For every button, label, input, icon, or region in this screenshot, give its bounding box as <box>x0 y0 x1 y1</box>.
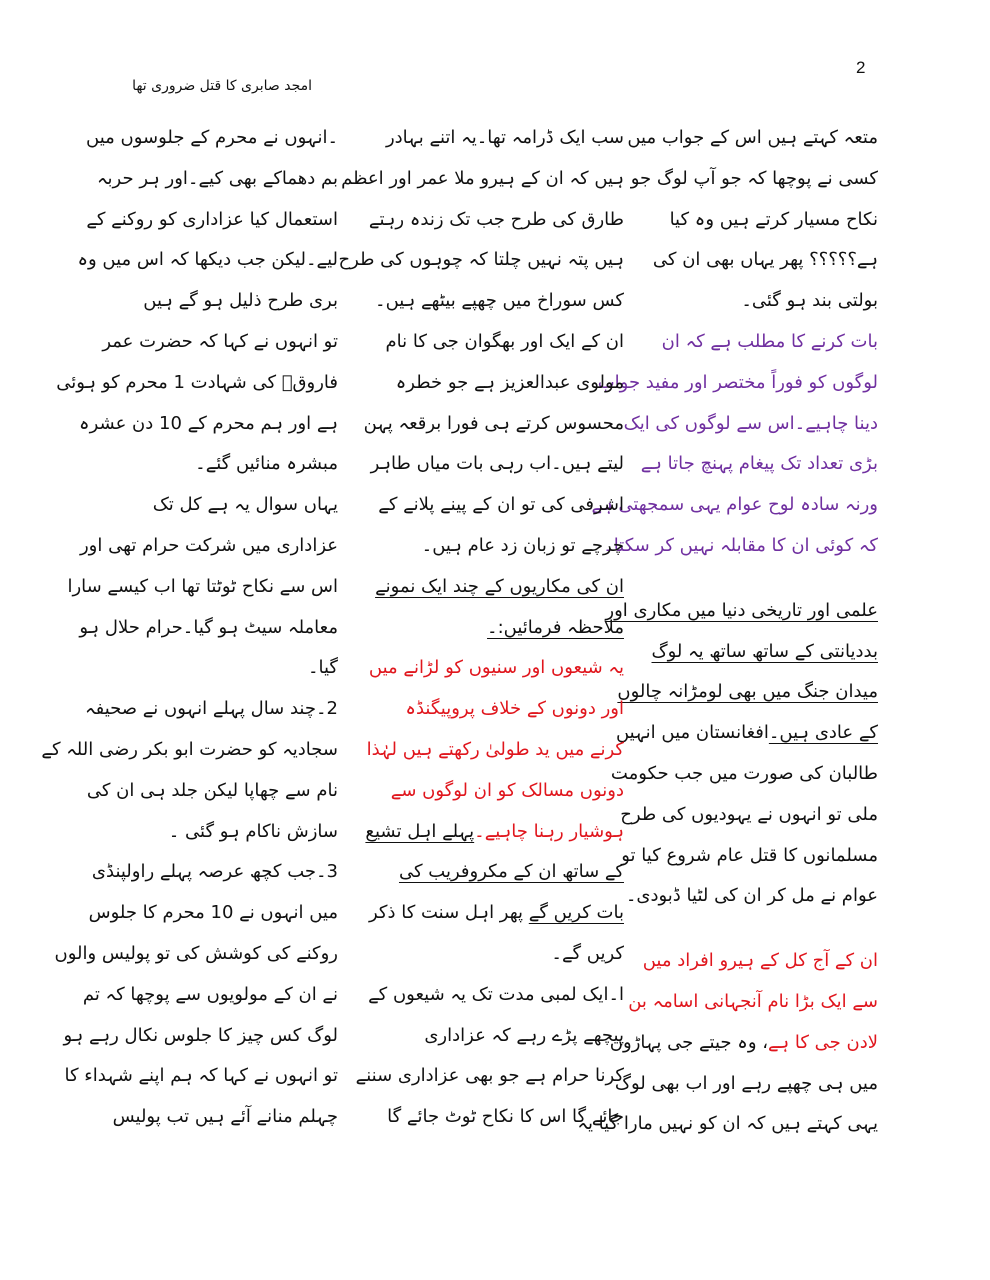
text-line: پیچھے پڑے رہے کہ عزاداری <box>424 1024 624 1046</box>
text-line: محسوس کرتے ہی فورا برقعہ پہن <box>363 412 624 434</box>
text-line: علمی اور تاریخی دنیا میں مکاری اور <box>605 599 878 621</box>
text-line: پہلے اہل تشیع <box>365 820 475 842</box>
underlined-paragraph <box>605 591 878 917</box>
text-line: افغانستان میں انہیں <box>615 722 769 744</box>
text-line: سجادیہ کو حضرت ابو بکر رضی اللہ کے <box>41 738 338 760</box>
text-line: چرچے تو زبان زد عام ہیں۔ <box>421 534 624 556</box>
text-line: نکاح مسیار کرتے ہیں وہ کیا <box>669 208 878 230</box>
text-line: لیتے ہیں۔اب رہی بات میاں طاہر <box>370 453 624 475</box>
text-line: مبشرہ منائیں گئے۔ <box>195 453 338 475</box>
text-line: ملاحظہ فرمائیں:۔ <box>487 616 624 638</box>
text-line: ان کے آج کل کے ہیرو افراد میں <box>642 950 878 972</box>
text-line: لادن جی کا ہے <box>768 1031 878 1053</box>
text-line: استعمال کیا عزاداری کو روکنے کے <box>86 208 338 230</box>
text-line: اشرفی کی تو ان کے پینے پلانے کے <box>378 494 624 516</box>
text-line: بم دھماکے بھی کیے۔اور ہر حربہ <box>97 167 338 189</box>
text-line: یہ شیعوں اور سنیوں کو لڑانے میں <box>368 657 624 679</box>
text-line: مسلمانوں کا قتل عام شروع کیا تو <box>621 844 878 866</box>
column-left <box>41 118 338 1138</box>
text-line: عوام نے مل کر ان کی لٹیا ڈبودی۔ <box>625 885 878 907</box>
text-line: سب ایک ڈرامہ تھا۔یہ اتنے بہادر <box>385 127 624 148</box>
text-line: ملی تو انہوں نے یہودیوں کی طرح <box>620 803 878 825</box>
column-middle <box>338 118 624 1138</box>
text-line: متعہ کہتے ہیں اس کے جواب میں <box>627 127 878 148</box>
text-line: سازش ناکام ہو گئی ۔ <box>168 820 338 842</box>
text-line: ، وہ جیتے جی پہاڑوں <box>609 1031 769 1053</box>
text-line: کس سوراخ میں چھپے بیٹھے ہیں۔ <box>375 290 624 312</box>
text-line: عزاداری میں شرکت حرام تھی اور <box>79 534 338 556</box>
text-line: کریں گے۔ <box>551 942 624 964</box>
text-line: بات کریں گے <box>528 902 624 924</box>
text-line: لوگوں کو فوراً مختصر اور مفید جواب <box>597 371 878 393</box>
text-line: تو انہوں نے کہا کہ ہم اپنے شہداء کا <box>64 1065 338 1087</box>
paragraph-red-warning <box>365 648 624 852</box>
text-line: چہلم منانے آئے ہیں تب پولیس <box>112 1106 338 1128</box>
paragraph <box>54 852 338 1138</box>
text-line: کہ کوئی ان کا مقابلہ نہیں کر سکتا۔ <box>603 534 878 556</box>
text-line: نام سے چھاپا لیکن جلد ہی ان کی <box>86 779 338 801</box>
text-line: فاروقؓ کی شہادت 1 محرم کو ہوئی <box>56 371 338 393</box>
text-line: بات کرنے کا مطلب ہے کہ ان <box>661 330 878 352</box>
text-line: جائے گا اس کا نکاح ٹوٹ جائے گا <box>387 1106 624 1128</box>
text-line: سے ایک بڑا نام آنجہانی اسامہ بن <box>628 990 878 1012</box>
text-line: دینا چاہیے۔اس سے لوگوں کی ایک <box>623 412 878 434</box>
text-line: میدان جنگ میں بھی لومڑانہ چالوں <box>617 681 878 703</box>
text-line: لوگ کس چیز کا جلوس نکال رہے ہو <box>63 1024 338 1046</box>
text-line: کرنا حرام ہے جو بھی عزاداری سننے <box>355 1065 624 1087</box>
text-line: بری طرح ذلیل ہو گے ہیں <box>143 290 338 312</box>
text-line: ہے؟؟؟؟؟ پھر یہاں بھی ان کی <box>652 249 878 271</box>
paragraph <box>627 118 878 322</box>
running-head: امجد صابری کا قتل ضروری تھا <box>132 78 312 94</box>
text-line: روکنے کی کوشش کی تو پولیس والوں <box>54 942 338 964</box>
text-line: میں ہی چھپے رہے اور اب بھی لوگ <box>614 1072 878 1094</box>
text-line: اور دونوں کے خلاف پروپیگنڈہ <box>405 698 624 720</box>
text-line: بددیانتی کے ساتھ ساتھ یہ لوگ <box>651 640 878 662</box>
text-line: ہے اور ہم محرم کے 10 دن عشرہ <box>79 412 338 434</box>
paragraph <box>67 485 338 689</box>
text-line: 2۔چند سال پہلے انہوں نے صحیفہ <box>85 698 338 720</box>
text-line: معاملہ سیٹ ہو گیا۔حرام حلال ہو <box>79 616 338 638</box>
text-line: اس سے نکاح ٹوٹتا تھا اب کیسے سارا <box>67 575 338 597</box>
text-line: ہیں پتہ نہیں چلتا کہ چوہوں کی طرح <box>338 249 624 271</box>
text-line: کے ساتھ ان کے مکروفریب کی <box>398 861 624 883</box>
text-line: ہیں کہ ان کے ہیرو ملا عمر اور اعظم <box>341 167 624 189</box>
text-line: ان کے ایک اور بھگوان جی کا نام <box>385 330 624 352</box>
text-line: میں انہوں نے 10 محرم کا جلوس <box>88 902 338 924</box>
text-line: طالبان کی صورت میں جب حکومت <box>610 762 878 784</box>
paragraph <box>338 118 624 567</box>
highlighted-paragraph-purple <box>591 322 878 567</box>
text-line: بڑی تعداد تک پیغام پہنچ جاتا ہے <box>640 453 878 475</box>
text-line: یہی کہتے ہیں کہ ان کو نہیں مارا گیا یہ <box>577 1113 878 1135</box>
text-line: ا۔ایک لمبی مدت تک یہ شیعوں کے <box>368 983 624 1005</box>
text-line: مولوی عبدالعزیز ہے جو خطرہ <box>395 371 624 393</box>
paragraph <box>355 975 624 1138</box>
text-line: دونوں مسالک کو ان لوگوں سے <box>390 779 624 801</box>
text-line: طارق کی طرح جب تک زندہ رہتے <box>368 208 624 230</box>
text-line: پھر اہل سنت کا ذکر <box>368 902 524 924</box>
examples-heading <box>375 567 624 649</box>
text-line: نے ان کے مولویوں سے پوچھا کہ تم <box>82 983 338 1005</box>
text-line: کے عادی ہیں۔ <box>768 722 878 744</box>
text-line: کسی نے پوچھا کہ جو آپ لوگ جو <box>630 167 878 189</box>
text-line: تو انہوں نے کہا کہ حضرت عمر <box>102 330 338 352</box>
text-line: ان کی مکاریوں کے چند ایک نمونے <box>375 575 624 597</box>
text-line: گیا۔ <box>307 657 338 679</box>
text-line: ورنہ سادہ لوح عوام یہی سمجھتی ہے <box>591 494 878 516</box>
text-line: یہاں سوال یہ ہے کل تک <box>152 494 338 516</box>
paragraph <box>41 689 338 852</box>
text-line: کرنے میں ید طولیٰ رکھتے ہیں لہٰذا <box>366 738 624 760</box>
paragraph <box>77 118 338 322</box>
page-number: 2 <box>856 58 866 77</box>
text-line: ۔انہوں نے محرم کے جلوسوں میں <box>86 127 338 148</box>
text-line: 3۔جب کچھ عرصہ پہلے راولپنڈی <box>91 861 338 883</box>
paragraph <box>56 322 338 485</box>
text-line: بولتی بند ہو گئی۔ <box>741 290 878 312</box>
text-line: لیے۔لیکن جب دیکھا کہ اس میں وہ <box>77 249 338 271</box>
paragraph <box>368 852 624 974</box>
text-line: ہوشیار رہنا چاہیے۔ <box>474 820 624 842</box>
